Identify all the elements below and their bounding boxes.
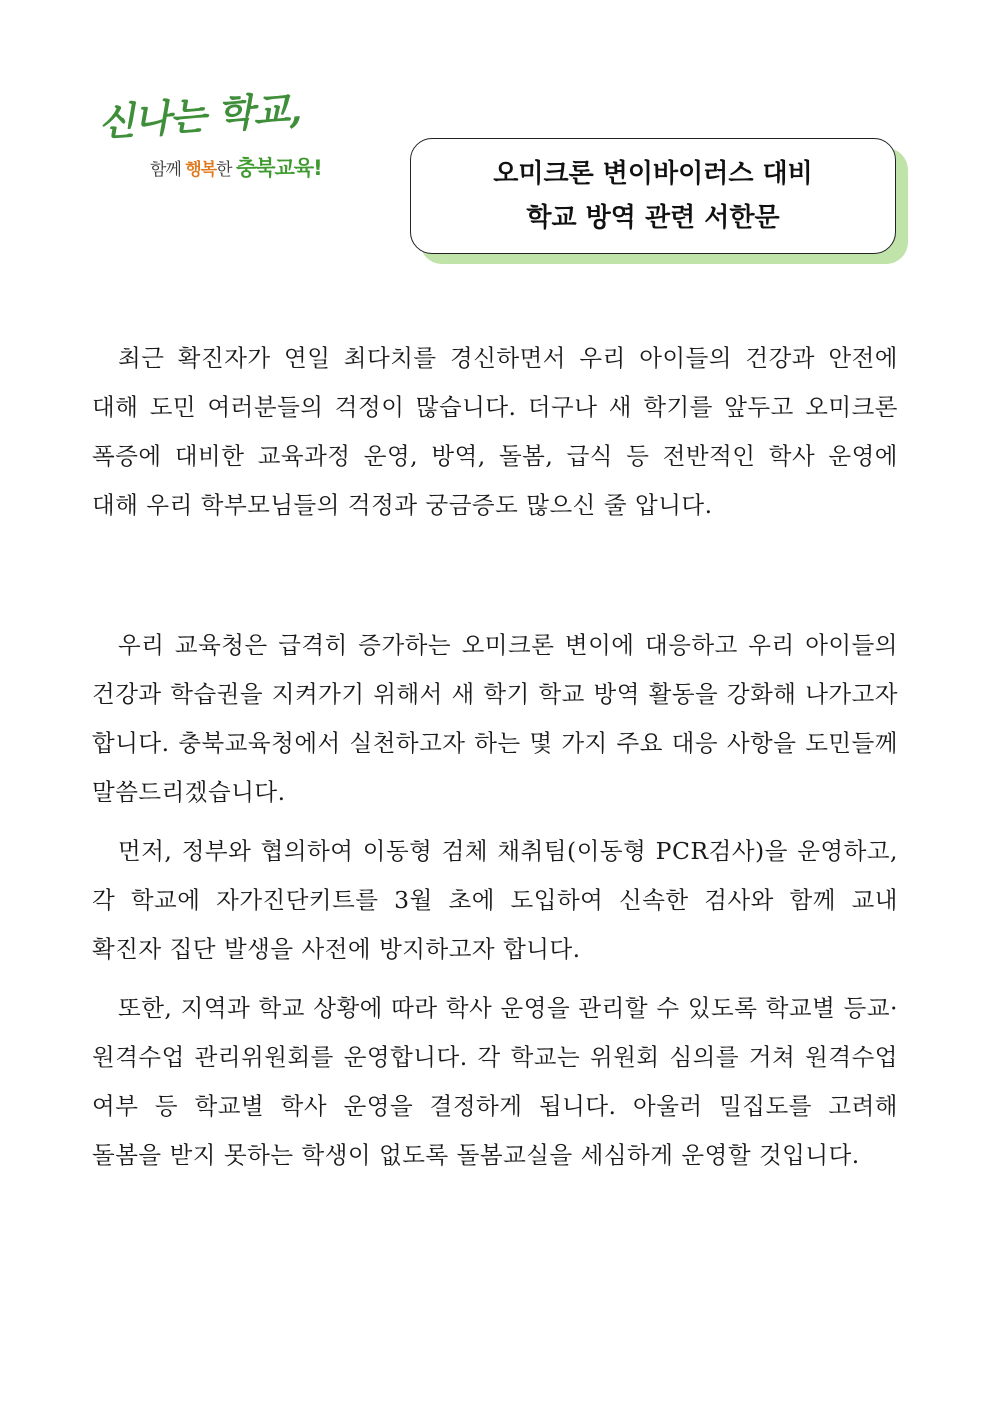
logo <box>96 85 360 192</box>
paragraph-spacer <box>92 817 898 827</box>
title-box <box>410 138 896 254</box>
logo-slogan-part-2: 행복 <box>185 160 217 180</box>
title-line-1: 오미크론 변이바이러스 대비 <box>493 159 813 189</box>
logo-slogan <box>150 152 322 182</box>
letter-body <box>92 334 898 1180</box>
paragraph-1: 최근 확진자가 연일 최다치를 경신하면서 우리 아이들의 건강과 안전에 대해 도민 여러분들의 걱정이 많습니다. 더구나 새 학기를 앞두고 오미크론 폭증에 대비한 교육과정 운영, 방역, 돌봄, 급식 등 전반적인 학사 운영에 대해 우리 학부모님들의 걱정과 궁금증도 많으신 줄 압니다. <box>92 344 898 519</box>
paragraph-2: 우리 교육청은 급격히 증가하는 오미크론 변이에 대응하고 우리 아이들의 건강과 학습권을 지켜가기 위해서 새 학기 학교 방역 활동을 강화해 나가고자 합니다. 충북교육청에서 실천하고자 하는 몇 가지 주요 대응 사항을 도민들께 말씀드리겠습니다. <box>92 631 898 806</box>
logo-slogan-part-1: 함께 <box>150 160 186 180</box>
paragraph-3: 먼저, 정부와 협의하여 이동형 검체 채취팀(이동형 PCR검사)을 운영하고, 각 학교에 자가진단키트를 3월 초에 도입하여 신속한 검사와 함께 교내 확진자 집단 발생을 사전에 방지하고자 합니다. <box>92 837 898 963</box>
title-line-2: 학교 방역 관련 서한문 <box>526 203 780 233</box>
paragraph-spacer <box>92 974 898 984</box>
logo-slogan-part-4: 충북교육! <box>235 156 322 180</box>
paragraph-4: 또한, 지역과 학교 상황에 따라 학사 운영을 관리할 수 있도록 학교별 등교·원격수업 관리위원회를 운영합니다. 각 학교는 위원회 심의를 거쳐 원격수업 여부 등 학교별 학사 운영을 결정하게 됩니다. 아울러 밀집도를 고려해 돌봄을 받지 못하는 학생이 없도록 돌봄교실을 세심하게 운영할 것입니다. <box>92 994 898 1169</box>
logo-script-text: 신나는 학교, <box>96 85 303 146</box>
paragraph-spacer <box>92 530 898 621</box>
logo-slogan-part-3: 한 <box>216 160 236 180</box>
